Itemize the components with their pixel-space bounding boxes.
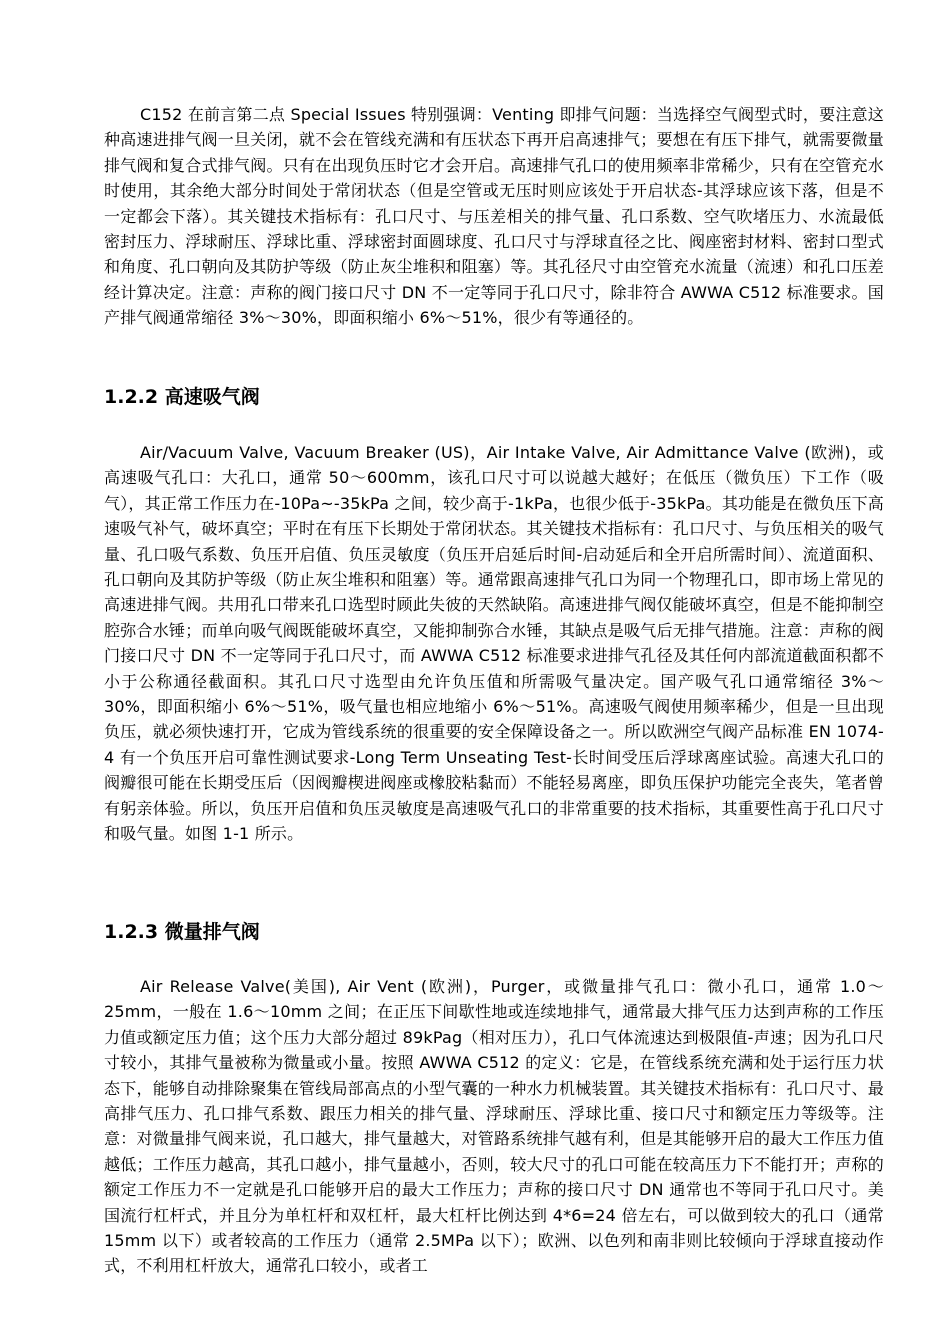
paragraph-venting: C152 在前言第二点 Special Issues 特别强调：Venting 即排气问题：当选择空气阀型式时，要注意这种高速进排气阀一旦关闭，就不会在管线充满和有压状态下再开启高速排气；要想在有压下排气，就需要微量排气阀和复合式排气阀。只有在出现负压时它才会开启。高速排气孔口的使用频率非常稀少，只有在空管充水时使用，其余绝大部分时间处于常闭状态（但是空管或无压时则应该处于开启状态-其浮球应该下落，但是不一定都会下落）。其关键技术指标有：孔口尺寸、与压差相关的排气量、孔口系数、空气吹堵压力、水流最低密封压力、浮球耐压、浮球比重、浮球密封面圆球度、孔口尺寸与浮球直径之比、阀座密封材料、密封口型式和角度、孔口朝向及其防护等级（防止灰尘堆积和阻塞）等。其孔径尺寸由空管充水流量（流速）和孔口压差经计算决定。注意：声称的阀门接口尺寸 DN 不一定等同于孔口尺寸，除非符合 AWWA C512 标准要求。国产排气阀通常缩径 3%～30%，即面积缩小 6%～51%，很少有等通径的。 (104, 105, 884, 328)
paragraph-air-release-valve: Air Release Valve(美国), Air Vent (欧洲)，Purger，或微量排气孔口：微小孔口，通常 1.0～25mm，一般在 1.6～10mm 之间；在正压下间歇性地或连续地排气，通常最大排气压力达到声称的工作压力值或额定压力值；这个压力大部分超过 89kPag（相对压力），孔口气体流速达到极限值-声速；因为孔口尺寸较小，其排气量被称为微量或小量。按照 AWWA C512 的定义：它是，在管线系统充满和处于运行压力状态下，能够自动排除聚集在管线局部高点的小型气囊的一种水力机械装置。其关键技术指标有：孔口尺寸、最高排气压力、孔口排气系数、跟压力相关的排气量、浮球耐压、浮球比重、接口尺寸和额定压力等级等。注意：对微量排气阀来说，孔口越大，排气量越大，对管路系统排气越有利，但是其能够开启的最大工作压力值越低；工作压力越高，其孔口越小，排气量越小，否则，较大尺寸的孔口可能在较高压力下不能打开；声称的额定工作压力不一定就是孔口能够开启的最大工作压力；声称的接口尺寸 DN 通常也不等同于孔口尺寸。美国流行杠杆式，并且分为单杠杆和双杠杆，最大杠杆比例达到 4*6=24 倍左右，可以做到较大的孔口（通常 15mm 以下）或者较高的工作压力（通常 2.5MPa 以下）；欧洲、以色列和南非则比较倾向于浮球直接动作式，不利用杠杆放大，通常孔口较小，或者工 (104, 977, 884, 1276)
paragraph-air-vacuum-valve: Air/Vacuum Valve, Vacuum Breaker (US)，Air Intake Valve, Air Admittance Valve (欧洲)，或高速吸气孔口：大孔口，通常 50～600mm，该孔口尺寸可以说越大越好；在低压（微负压）下工作（吸气），其正常工作压力在-10Pa~-35kPa 之间，较少高于-1kPa，也很少低于-35kPa。其功能是在微负压下高速吸气补气，破坏真空；平时在有压下长期处于常闭状态。其关键技术指标有：孔口尺寸、与负压相关的吸气量、孔口吸气系数、负压开启值、负压灵敏度（负压开启延后时间-启动延后和全开启所需时间）、流道面积、孔口朝向及其防护等级（防止灰尘堆积和阻塞）等。通常跟高速排气孔口为同一个物理孔口，即市场上常见的高速进排气阀。共用孔口带来孔口选型时顾此失彼的天然缺陷。高速进排气阀仅能破坏真空，但是不能抑制空腔弥合水锤；而单向吸气阀既能破坏真空，又能抑制弥合水锤，其缺点是吸气后无排气措施。注意：声称的阀门接口尺寸 DN 不一定等同于孔口尺寸，而 AWWA C512 标准要求进排气孔径及其任何内部流道截面积都不小于公称通径截面积。其孔口尺寸选型由允许负压值和所需吸气量决定。国产吸气孔口通常缩径 3%～30%，即面积缩小 6%～51%，吸气量也相应地缩小 6%～51%。高速吸气阀使用频率稀少，但是一旦出现负压，就必须快速打开，它成为管线系统的很重要的安全保障设备之一。所以欧洲空气阀产品标准 EN 1074-4 有一个负压开启可靠性测试要求-Long Term Unseating Test-长时间受压后浮球离座试验。高速大孔口的阀瓣很可能在长期受压后（因阀瓣楔进阀座或橡胶粘黏而）不能轻易离座，即负压保护功能完全丧失，笔者曾有躬亲体验。所以，负压开启值和负压灵敏度是高速吸气孔口的非常重要的技术指标，其重要性高于孔口尺寸和吸气量。如图 1-1 所示。 (104, 443, 884, 844)
section-heading-1-2-3: 1.2.3 微量排气阀 (104, 921, 260, 943)
section-heading-1-2-2: 1.2.2 高速吸气阀 (104, 386, 260, 408)
